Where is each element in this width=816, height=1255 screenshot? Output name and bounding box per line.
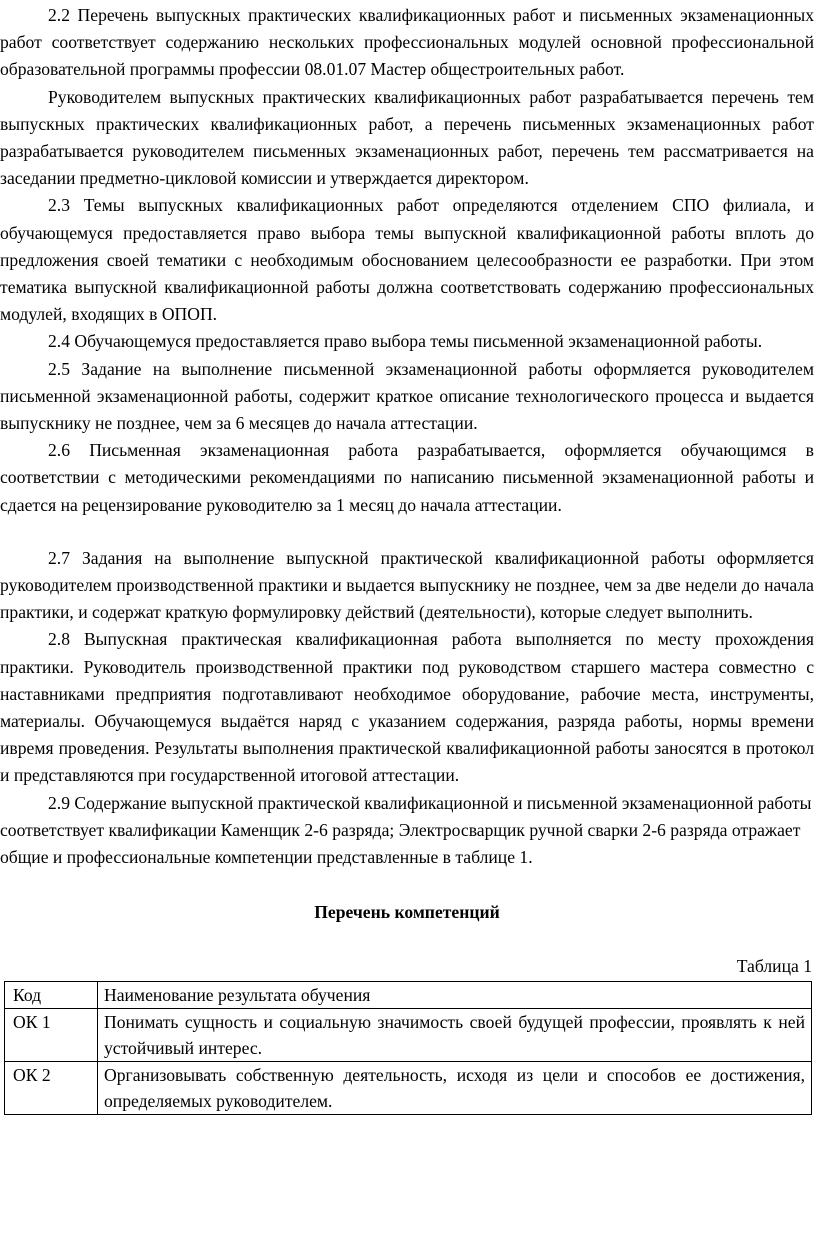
header-name: Наименование результата обучения — [98, 981, 812, 1008]
header-code: Код — [5, 981, 98, 1008]
document-body — [0, 2, 814, 1115]
paragraph-2-7: 2.7 Задания на выполнение выпускной практической квалификационной работы оформляется руководителем производственной практики и выдается выпускнику не позднее, чем за две недели до начала практики, и содержат краткую формулировку действий (деятельности), которые следует выполнить. — [0, 547, 814, 623]
paragraph-2-2-cont: Руководителем выпускных практических квалификационных работ разрабатывается перечень тем выпускных практических квалификационных работ, а перечень письменных экзаменационных работ разрабатывается руководителем письменных экзаменационных работ, перечень тем рассматривается на заседании предметно-цикловой комиссии и утверждается директором. — [0, 86, 814, 189]
paragraph-2-3: 2.3 Темы выпускных квалификационных работ определяются отделением СПО филиала, и обучающемуся предоставляется право выбора темы выпускной квалификационной работы вплоть до предложения своей тематики с необходимым обоснованием целесообразности ее разработки. При этом тематика выпускной квалификационной работы должна соответствовать содержанию профессиональных модулей, входящих в ОПОП. — [0, 195, 814, 325]
paragraph-2-8: 2.8 Выпускная практическая квалификационная работа выполняется по месту прохождения практики. Руководитель производственной практики под руководством старшего мастера совместно с наставниками предприятия подготавливают необходимое оборудование, рабочие места, инструменты, материалы. Обучающемуся выдаётся наряд с указанием содержания, разряда работы, нормы времени ивремя проведения. Результаты выполнения практической квалификационной работы заносятся в протокол и представляются при государственной итоговой аттестации. — [0, 629, 814, 786]
table-title: Перечень компетенций — [314, 902, 500, 923]
paragraph-2-2: 2.2 Перечень выпускных практических квалификационных работ и письменных экзаменационных работ соответствует содержанию нескольких профессиональных модулей основной профессиональной образовательной программы профессии 08.01.07 Мастер общестроительных работ. — [0, 5, 814, 80]
table-row — [5, 1008, 812, 1061]
table-header-row — [5, 981, 812, 1008]
paragraph-2-5: 2.5 Задание на выполнение письменной экзаменационной работы оформляется руководителем письменной экзаменационной работы, содержит краткое описание технологического процесса и выдается выпускнику не позднее, чем за 6 месяцев до начала аттестации. — [0, 358, 814, 434]
table-row — [5, 1061, 812, 1114]
row-code: ОК 1 — [5, 1008, 98, 1061]
table-caption: Таблица 1 — [736, 955, 812, 976]
row-code: ОК 2 — [5, 1061, 98, 1114]
paragraph-2-9: 2.9 Содержание выпускной практической квалификационной и письменной экзаменационной работы соответствует квалификации Каменщик 2-6 разряда; Электросварщик ручной сварки 2-6 разряда отражает общие и профессиональные компетенции представленные в таблице 1. — [0, 792, 812, 868]
competencies-table — [4, 981, 812, 1115]
paragraph-2-6: 2.6 Письменная экзаменационная работа разрабатывается, оформляется обучающимся в соответствии с методическими рекомендациями по написанию письменной экзаменационной работы и сдается на рецензирование руководителю за 1 месяц до начала аттестации. — [0, 440, 814, 515]
row-name: Понимать сущность и социальную значимость своей будущей профессии, проявлять к ней устойчивый интерес. — [98, 1008, 812, 1061]
paragraph-2-4: 2.4 Обучающемуся предоставляется право выбора темы письменной экзаменационной работы. — [48, 331, 763, 352]
row-name: Организовывать собственную деятельность, исходя из цели и способов ее достижения, определяемых руководителем. — [98, 1061, 812, 1114]
